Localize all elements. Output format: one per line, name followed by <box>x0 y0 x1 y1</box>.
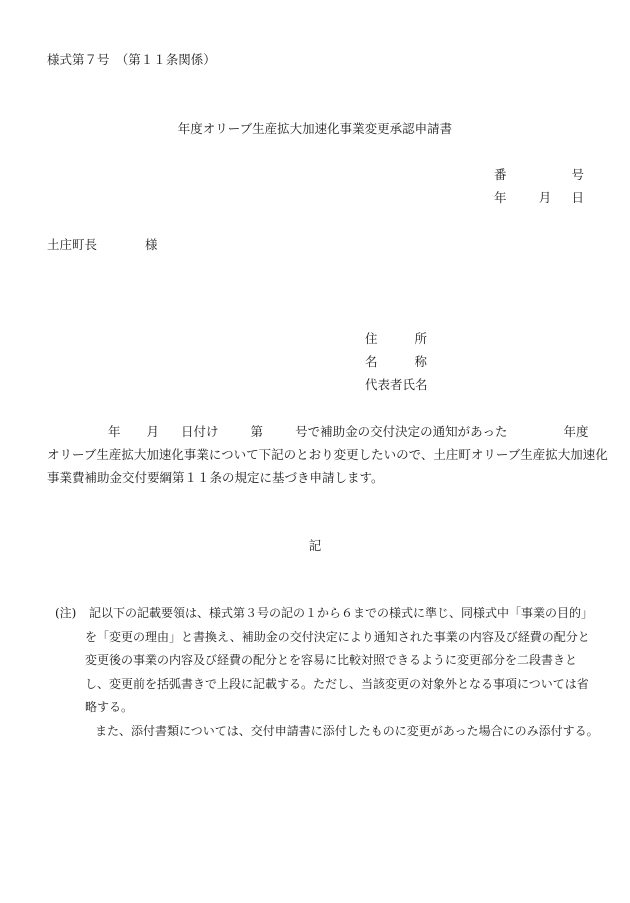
addressee <box>47 237 158 252</box>
number-label-ban: 番 <box>494 167 507 182</box>
note-line-4: し、変更前を括弧書きで上段に記載する。ただし、当該変更の対象外となる事項については省 <box>85 676 589 691</box>
form-number: 様式第７号 （第１１条関係） <box>47 52 216 67</box>
note-line-1: (注) 記以下の記載要領は、様式第３号の記の１から６までの様式に準じ、同様式中「事業の目的」 <box>55 602 595 626</box>
applicant-name-label <box>365 354 427 369</box>
body-line-2: オリーブ生産拡大加速化事業について下記のとおり変更したいので、土庄町オリーブ生産拡大加速化 <box>47 447 608 462</box>
note-line-3: 変更後の事業の内容及び経費の配分とを容易に比較対照できるように変更部分を二段書きと <box>85 653 578 667</box>
applicant-address-label-text: 住 所 <box>365 331 427 346</box>
applicant-name-label-text: 名 称 <box>365 354 427 369</box>
ki-heading: 記 <box>308 538 322 553</box>
addressee-name: 土庄町長 <box>47 237 98 252</box>
document-title: 年度オリーブ生産拡大加速化事業変更承認申請書 <box>177 121 453 136</box>
body-line-3: 事業費補助金交付要綱第１１条の規定に基づき申請します。 <box>47 470 384 485</box>
date-year: 年 <box>494 190 507 205</box>
body-line-1: 年 月 日付け 第 号で補助金の交付決定の通知があった 年度 <box>108 424 589 439</box>
note-line-6: また、添付書類については、交付申請書に添付したものに変更があった場合にのみ添付する。 <box>95 723 599 738</box>
body-paragraph <box>47 420 608 489</box>
date-month: 月 <box>538 190 552 205</box>
applicant-address-label <box>365 331 427 346</box>
number-label-go: 号 <box>571 167 584 182</box>
applicant-representative-label: 代表者氏名 <box>365 377 428 392</box>
addressee-honorific: 様 <box>145 237 158 252</box>
note-line-2: を「変更の理由」と書換え、補助金の交付決定により通知された事業の内容及び経費の配分と <box>85 629 590 644</box>
reference-number <box>494 167 584 182</box>
note-line-5: 略する。 <box>85 700 134 714</box>
reference-date <box>494 190 584 205</box>
note-section <box>55 602 599 743</box>
date-day: 日 <box>571 190 584 205</box>
note-mark: (注) <box>55 606 77 620</box>
